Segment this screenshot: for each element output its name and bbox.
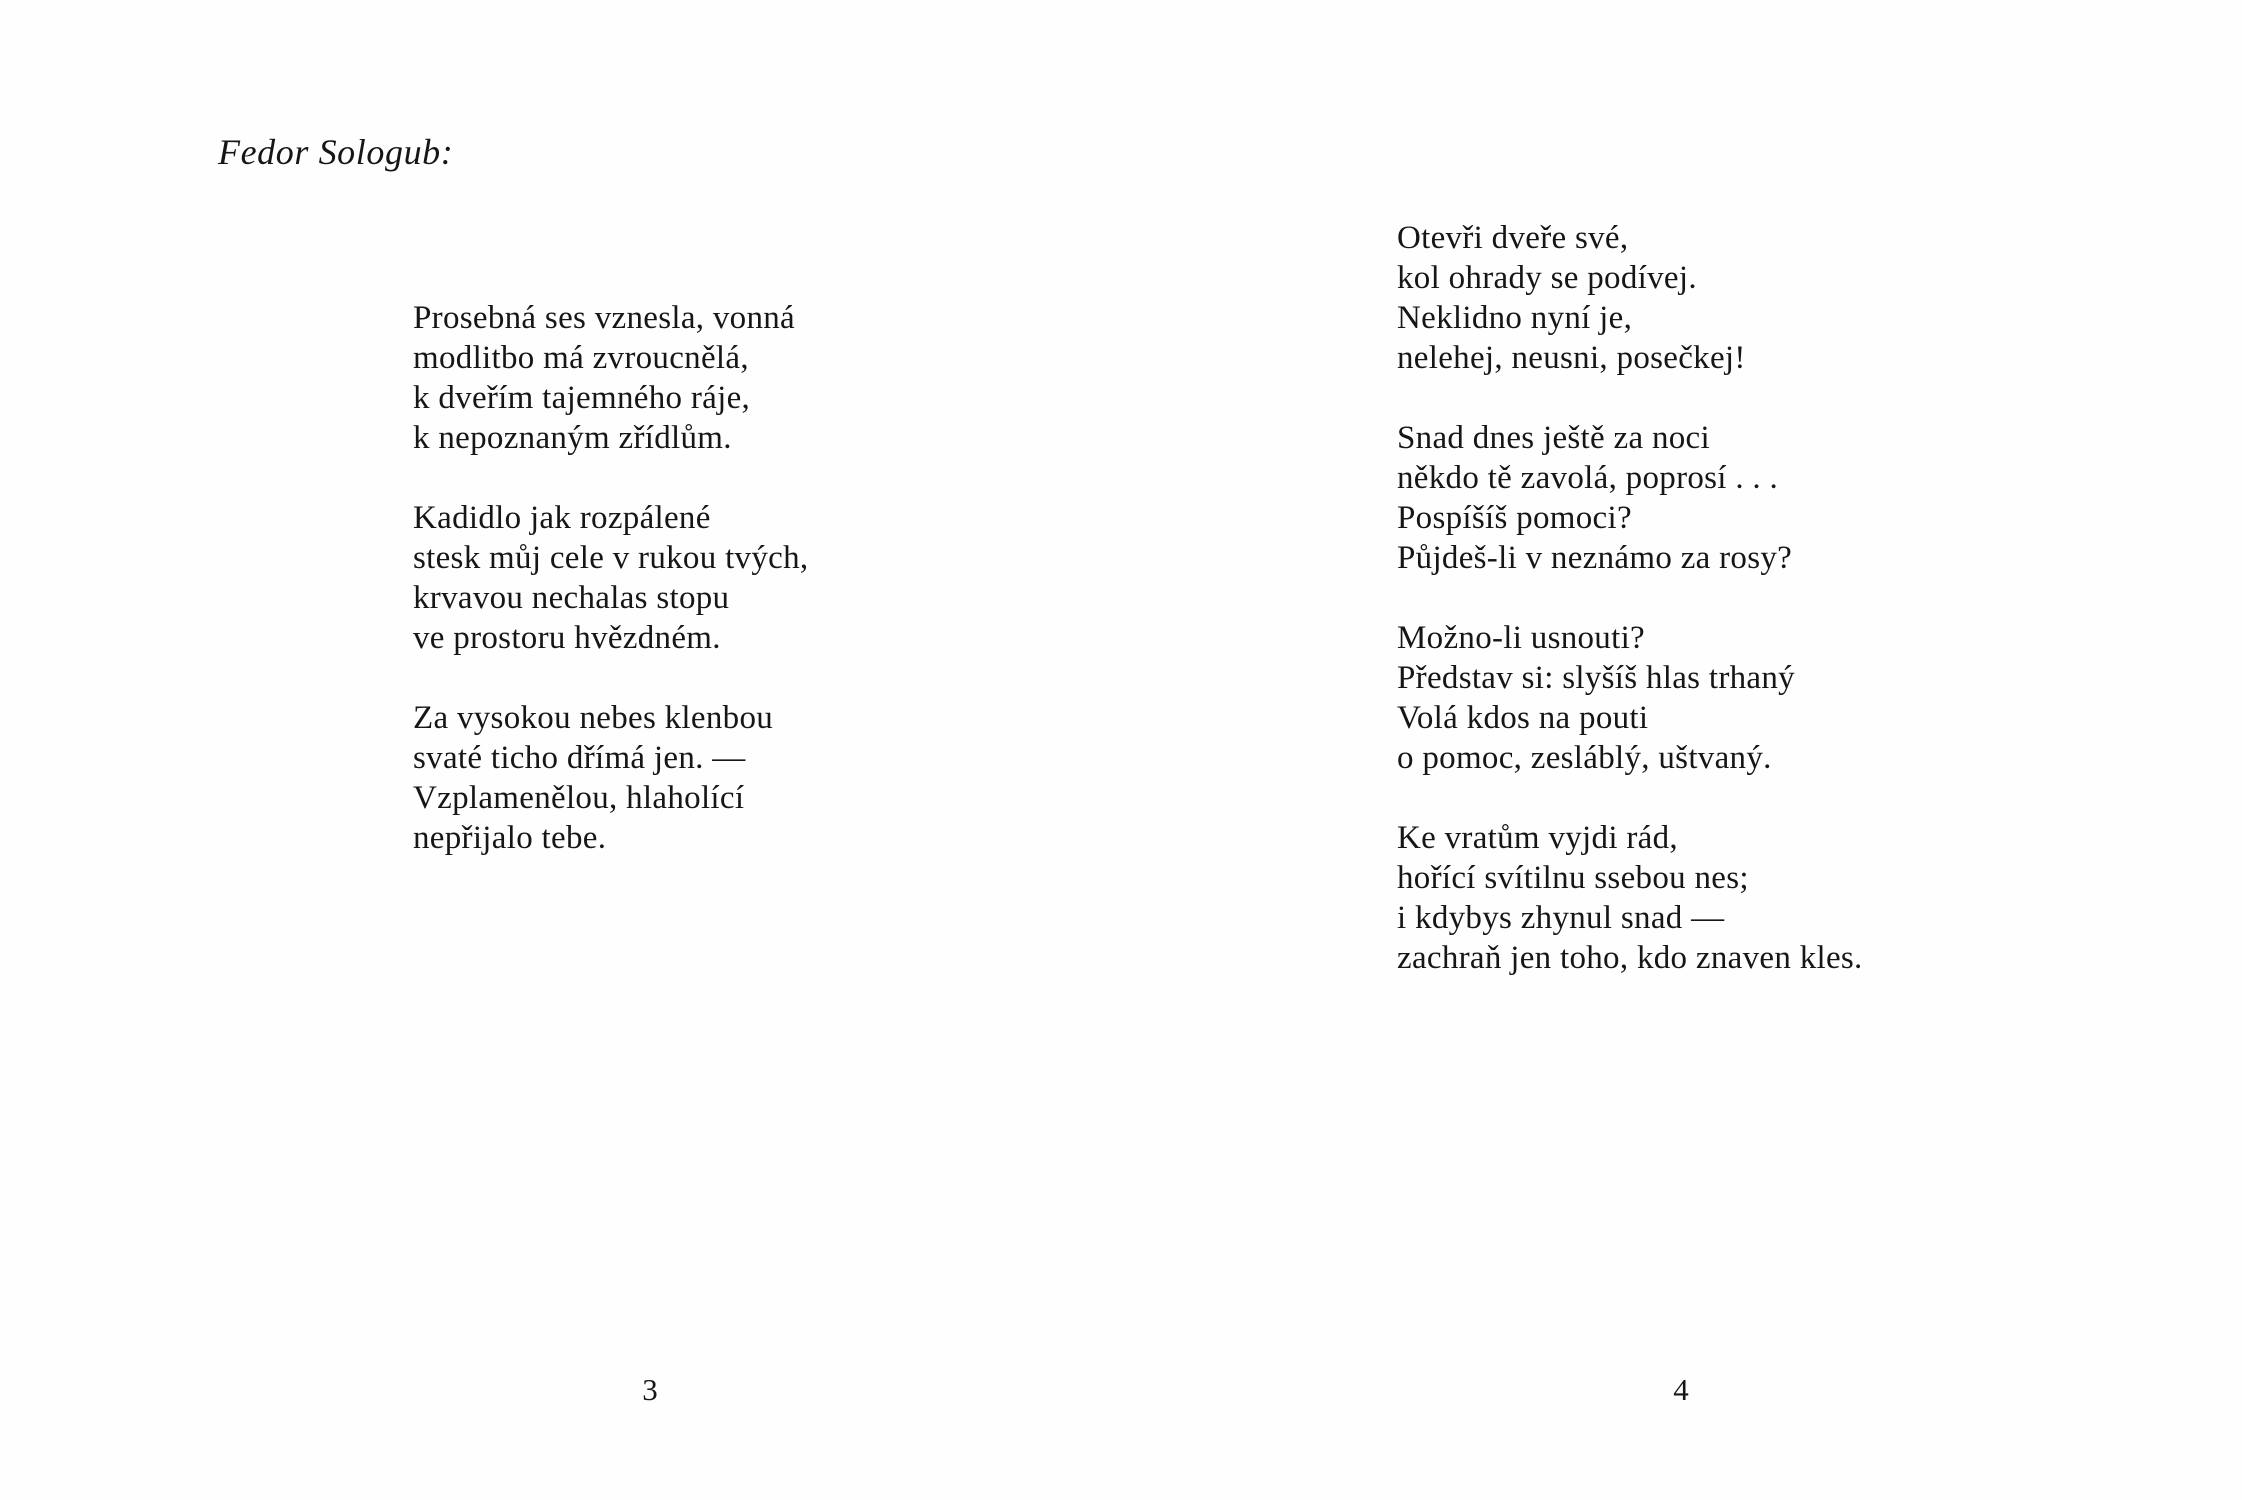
poem-line: Kadidlo jak rozpálené xyxy=(413,500,711,536)
page-number-left: 3 xyxy=(642,1372,658,1407)
poem-line: k nepoznaným zřídlům. xyxy=(413,420,732,456)
poem-line: k dveřím tajemného ráje, xyxy=(413,380,751,416)
poem-line: hořící svítilnu ssebou nes; xyxy=(1397,860,1749,896)
poem-line: Otevři dveře své, xyxy=(1397,220,1629,256)
poem-line: Snad dnes ještě za noci xyxy=(1397,420,1710,456)
poem-stanza xyxy=(1397,618,1863,778)
poem-line: Pospíšíš pomoci? xyxy=(1397,500,1632,536)
poem-line: modlitbo má zvroucnělá, xyxy=(413,340,749,376)
poem-line: ve prostoru hvězdném. xyxy=(413,620,721,656)
poem-line: zachraň jen toho, kdo znaven kles. xyxy=(1397,940,1863,976)
poem-line: stesk můj cele v rukou tvých, xyxy=(413,540,809,576)
poem-stanza xyxy=(413,698,808,858)
poem-line: o pomoc, zesláblý, uštvaný. xyxy=(1397,740,1772,776)
poem-line: Představ si: slyšíš hlas trhaný xyxy=(1397,660,1795,696)
author-heading: Fedor Sologub: xyxy=(218,132,454,172)
poem-line: nelehej, neusni, posečkej! xyxy=(1397,340,1746,376)
right-page-poem xyxy=(1397,218,1863,978)
poem-line: někdo tě zavolá, poprosí . . . xyxy=(1397,460,1779,496)
page-number-right: 4 xyxy=(1673,1372,1689,1407)
left-page-poem xyxy=(413,298,808,858)
poem-line: Vzplamenělou, hlaholící xyxy=(413,780,745,816)
poem-line: Volá kdos na pouti xyxy=(1397,700,1649,736)
poem-stanza xyxy=(1397,818,1863,978)
poem-line: Neklidno nyní je, xyxy=(1397,300,1633,336)
poem-line: nepřijalo tebe. xyxy=(413,820,607,856)
poem-stanza xyxy=(413,298,808,458)
poem-line: Prosebná ses vznesla, vonná xyxy=(413,300,796,336)
poem-line: Ke vratům vyjdi rád, xyxy=(1397,820,1678,856)
poem-stanza xyxy=(413,498,808,658)
poem-stanza xyxy=(1397,218,1863,378)
poem-line: Možno-li usnouti? xyxy=(1397,620,1645,656)
poem-line: kol ohrady se podívej. xyxy=(1397,260,1697,296)
poem-line: Půjdeš-li v neznámo za rosy? xyxy=(1397,540,1793,576)
poem-line: krvavou nechalas stopu xyxy=(413,580,730,616)
poem-line: i kdybys zhynul snad — xyxy=(1397,900,1725,936)
poem-line: Za vysokou nebes klenbou xyxy=(413,700,774,736)
poem-stanza xyxy=(1397,418,1863,578)
poem-line: svaté ticho dřímá jen. — xyxy=(413,740,746,776)
